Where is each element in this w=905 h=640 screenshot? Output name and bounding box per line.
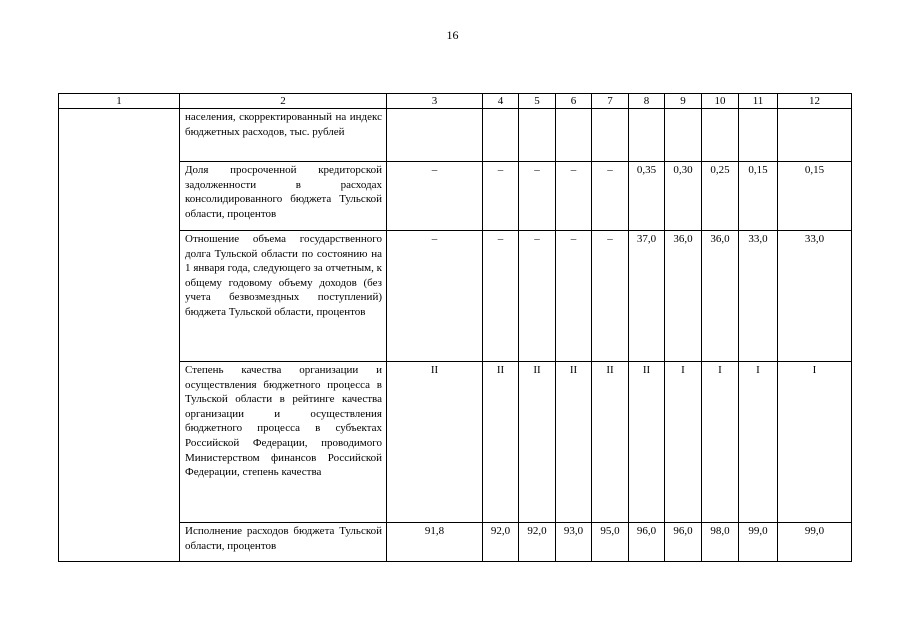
- value-cell: 95,0: [592, 523, 629, 562]
- value-cell: 92,0: [519, 523, 556, 562]
- table-row: [59, 109, 852, 162]
- value-cell: –: [387, 231, 483, 362]
- page-number: 16: [446, 28, 459, 42]
- value-cell: II: [519, 362, 556, 523]
- value-cell: II: [592, 362, 629, 523]
- indicator-label: Исполнение расходов бюджета Тульской области, процентов: [180, 523, 387, 562]
- column-header: 4: [483, 94, 519, 109]
- indicator-table: [58, 93, 852, 562]
- value-cell: [702, 109, 739, 162]
- value-cell: [387, 109, 483, 162]
- value-cell: 0,15: [739, 162, 778, 231]
- value-cell: –: [519, 231, 556, 362]
- value-cell: 92,0: [483, 523, 519, 562]
- value-cell: 37,0: [629, 231, 665, 362]
- value-cell: –: [592, 231, 629, 362]
- table-header-row: [59, 94, 852, 109]
- column-header: 8: [629, 94, 665, 109]
- value-cell: –: [387, 162, 483, 231]
- column-header: 5: [519, 94, 556, 109]
- indicator-label: Доля просроченной кредиторской задолженности в расходах консолидированного бюджета Тульской области, процентов: [180, 162, 387, 231]
- value-cell: 0,25: [702, 162, 739, 231]
- value-cell: –: [483, 231, 519, 362]
- value-cell: [739, 109, 778, 162]
- value-cell: [556, 109, 592, 162]
- value-cell: II: [629, 362, 665, 523]
- value-cell: 96,0: [665, 523, 702, 562]
- value-cell: [778, 109, 852, 162]
- value-cell: [629, 109, 665, 162]
- column-header: 10: [702, 94, 739, 109]
- column-header: 9: [665, 94, 702, 109]
- value-cell: [483, 109, 519, 162]
- value-cell: 99,0: [778, 523, 852, 562]
- value-cell: 33,0: [778, 231, 852, 362]
- column-header: 6: [556, 94, 592, 109]
- value-cell: [519, 109, 556, 162]
- value-cell: II: [556, 362, 592, 523]
- value-cell: 36,0: [665, 231, 702, 362]
- value-cell: 0,35: [629, 162, 665, 231]
- value-cell: –: [556, 231, 592, 362]
- value-cell: 0,30: [665, 162, 702, 231]
- indicator-label: населения, скорректированный на индекс бюджетных расходов, тыс. рублей: [180, 109, 387, 162]
- column-header: 12: [778, 94, 852, 109]
- value-cell: II: [387, 362, 483, 523]
- value-cell: I: [665, 362, 702, 523]
- value-cell: I: [702, 362, 739, 523]
- value-cell: II: [483, 362, 519, 523]
- column-header: 11: [739, 94, 778, 109]
- column-header: 1: [59, 94, 180, 109]
- value-cell: [665, 109, 702, 162]
- value-cell: I: [739, 362, 778, 523]
- column-header: 2: [180, 94, 387, 109]
- value-cell: 0,15: [778, 162, 852, 231]
- value-cell: 36,0: [702, 231, 739, 362]
- value-cell: 93,0: [556, 523, 592, 562]
- value-cell: –: [519, 162, 556, 231]
- section-cell: [59, 109, 180, 562]
- value-cell: 99,0: [739, 523, 778, 562]
- value-cell: 91,8: [387, 523, 483, 562]
- indicator-label: Степень качества организации и осуществления бюджетного процесса в Тульской области в рейтинге качества организации и осуществления бюджетного процесса в субъектах Российской Федерации, проводимого Министерством финансов Российской Федерации, степень качества: [180, 362, 387, 523]
- value-cell: [592, 109, 629, 162]
- value-cell: 96,0: [629, 523, 665, 562]
- value-cell: 98,0: [702, 523, 739, 562]
- value-cell: 33,0: [739, 231, 778, 362]
- value-cell: –: [483, 162, 519, 231]
- value-cell: –: [592, 162, 629, 231]
- value-cell: –: [556, 162, 592, 231]
- value-cell: I: [778, 362, 852, 523]
- column-header: 7: [592, 94, 629, 109]
- column-header: 3: [387, 94, 483, 109]
- indicator-label: Отношение объема государственного долга Тульской области по состоянию на 1 января года, следующего за отчетным, к общему годовому объему доходов (без учета безвозмездных поступлений) бюджета Тульской области, процентов: [180, 231, 387, 362]
